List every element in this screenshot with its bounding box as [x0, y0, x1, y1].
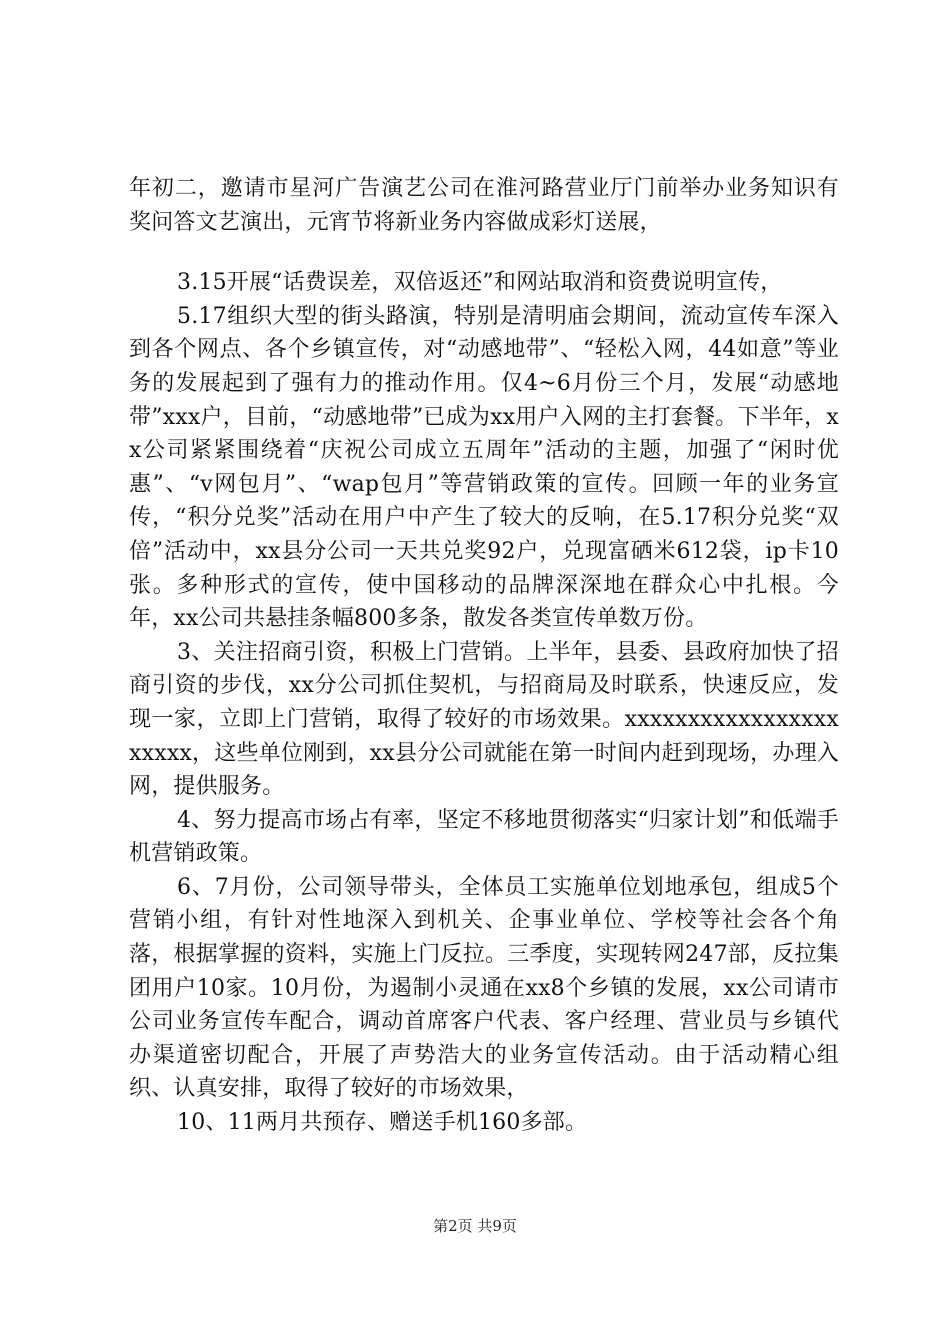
document-body	[129, 172, 839, 1140]
paragraph-3: 5.17组织大型的街头路演，特别是清明庙会期间，流动宣传车深入到各个网点、各个乡镇宣传，对“动感地带”、“轻松入网，44如意”等业务的发展起到了强有力的推动作用。仅4~6月份三个月，发展“动感地带”xxx户，目前，“动感地带”已成为xx用户入网的主打套餐。下半年，xx公司紧紧围绕着“庆祝公司成立五周年”活动的主题，加强了“闲时优惠”、“v网包月”、“wap包月”等营销政策的宣传。回顾一年的业务宣传，“积分兑奖”活动在用户中产生了较大的反响，在5.17积分兑奖“双倍”活动中，xx县分公司一天共兑奖92户，兑现富硒米612袋，ip卡10张。多种形式的宣传，使中国移动的品牌深深地在群众心中扎根。今年，xx公司共悬挂条幅800多条，散发各类宣传单数万份。	[129, 303, 839, 632]
page-footer: 第2页 共9页	[433, 1217, 517, 1235]
paragraph-6: 6、7月份，公司领导带头，全体员工实施单位划地承包，组成5个营销小组，有针对性地深入到机关、企事业单位、学校等社会各个角落，根据掌握的资料，实施上门反拉。三季度，实现转网247部，反拉集团用户10家。10月份，为遏制小灵通在xx8个乡镇的发展，xx公司请市公司业务宣传车配合，调动首席客户代表、客户经理、营业员与乡镇代办渠道密切配合，开展了声势浩大的业务宣传活动。由于活动精心组织、认真安排，取得了较好的市场效果，	[129, 874, 839, 1102]
paragraph-7: 10、11两月共预存、赠送手机160多部。	[177, 1110, 588, 1136]
paragraph-2: 3.15开展“话费误差，双倍返还”和网站取消和资费说明宣传，	[177, 270, 783, 296]
paragraph-1: 年初二，邀请市星河广告演艺公司在淮河路营业厅门前举办业务知识有奖问答文艺演出，元宵节将新业务内容做成彩灯送展，	[129, 176, 839, 235]
paragraph-gap	[129, 239, 839, 266]
paragraph-4: 3、关注招商引资，积极上门营销。上半年，县委、县政府加快了招商引资的步伐，xx分公司抓住契机，与招商局及时联系，快速反应，发现一家，立即上门营销，取得了较好的市场效果。xxxxxxxxxxxxxxxxxxxxxx，这些单位刚到，xx县分公司就能在第一时间内赶到现场，办理入网，提供服务。	[129, 639, 839, 800]
paragraph-5: 4、努力提高市场占有率，坚定不移地贯彻落实“归家计划”和低端手机营销政策。	[129, 807, 839, 867]
